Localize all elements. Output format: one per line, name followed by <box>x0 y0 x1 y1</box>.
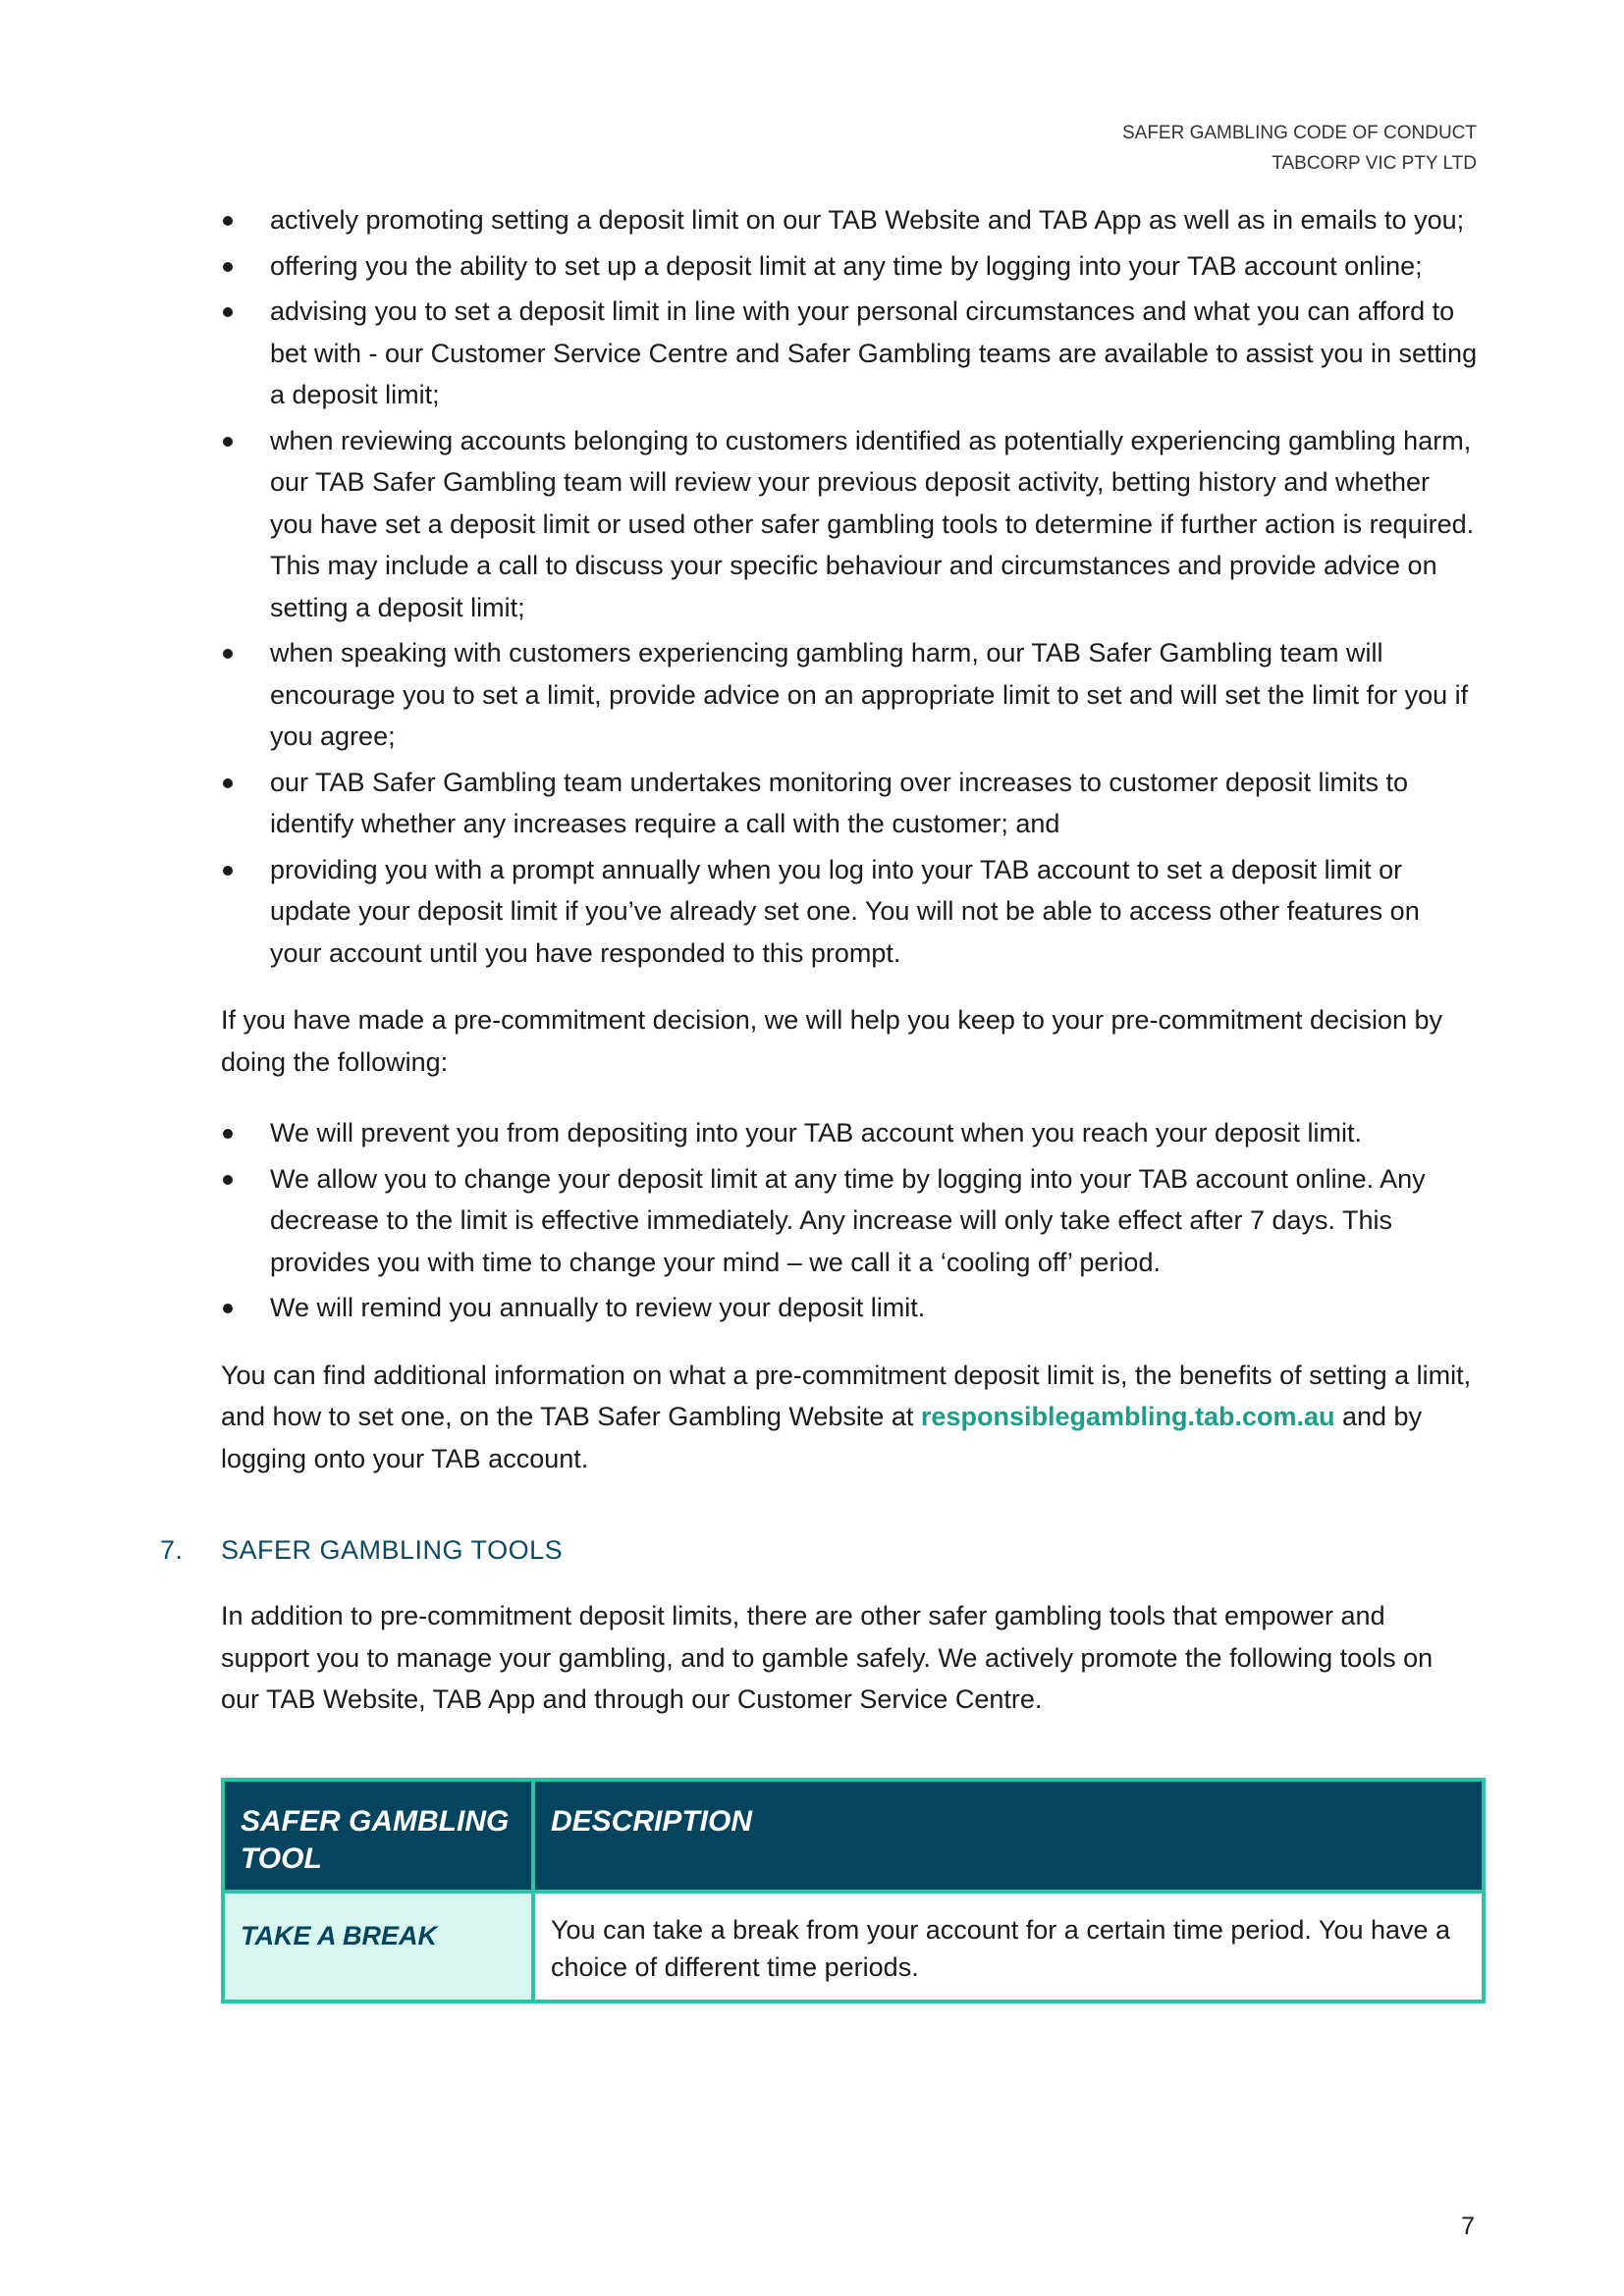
column-header-tool: SAFER GAMBLING TOOL <box>223 1780 533 1892</box>
list-item: offering you the ability to set up a deposit limit at any time by logging into your TAB account online; <box>221 245 1478 288</box>
tool-name-cell: TAKE A BREAK <box>223 1892 533 2002</box>
precommitment-list <box>221 1112 1478 1329</box>
tool-description-cell: You can take a break from your account for a certain time period. You have a choice of different time periods. <box>533 1892 1484 2002</box>
list-item: We will prevent you from depositing into your TAB account when you reach your deposit limit. <box>221 1112 1478 1154</box>
section-intro-paragraph: In addition to pre-commitment deposit limits, there are other safer gambling tools that empower and support you to manage your gambling, and to gamble safely. We actively promote the following tools on our TAB Website, TAB App and through our Customer Service Centre. <box>221 1601 1434 1714</box>
list-item: when speaking with customers experiencing gambling harm, our TAB Safer Gambling team will encourage you to set a limit, provide advice on an appropriate limit to set and will set the limit for you if you agree; <box>221 632 1478 758</box>
header-company: TABCORP VIC PTY LTD <box>1272 153 1477 174</box>
header-title: SAFER GAMBLING CODE OF CONDUCT <box>1121 123 1477 143</box>
safer-gambling-tools-table <box>221 1778 1486 2003</box>
list-item: when reviewing accounts belonging to customers identified as potentially experiencing gambling harm, our TAB Safer Gambling team will review your previous deposit activity, betting history and whether you have set a deposit limit or used other safer gambling tools to determine if further action is required. This may include a call to discuss your specific behaviour and circumstances and provide advice on setting a deposit limit; <box>221 420 1478 629</box>
section-heading <box>160 1530 1478 1570</box>
section-title: SAFER GAMBLING TOOLS <box>221 1535 564 1565</box>
list-item: our TAB Safer Gambling team undertakes monitoring over increases to customer deposit limits to identify whether any increases require a call with the customer; and <box>221 762 1478 845</box>
info-text-after: and by logging onto your TAB account. <box>221 1402 1423 1473</box>
list-item: We will remind you annually to review your deposit limit. <box>221 1287 1478 1329</box>
precommitment-paragraph: If you have made a pre-commitment decision, we will help you keep to your pre-commitment decision by doing the following: <box>221 1005 1443 1077</box>
responsible-gambling-link[interactable]: responsiblegambling.tab.com.au <box>920 1402 1335 1431</box>
section-number: 7. <box>160 1535 184 1565</box>
page-header <box>1122 118 1477 179</box>
info-text-before: You can find additional information on what a pre-commitment deposit limit is, the benefits of setting a limit, and how to set one, on the TAB Safer Gambling Website at <box>221 1360 1472 1431</box>
list-item: We allow you to change your deposit limit at any time by logging into your TAB account online. Any decrease to the limit is effective immediately. Any increase will only take effect after 7 days. This provides you with time to change your mind – we call it a ‘cooling off’ period. <box>221 1158 1478 1284</box>
list-item: providing you with a prompt annually when you log into your TAB account to set a deposit limit or update your deposit limit if you’ve already set one. You will not be able to access other features on your account until you have responded to this prompt. <box>221 849 1478 975</box>
deposit-limit-measures-list <box>221 199 1478 974</box>
additional-info-paragraph <box>221 1355 1478 1480</box>
main-content <box>160 199 1478 2003</box>
table-row <box>223 1892 1484 2002</box>
list-item: actively promoting setting a deposit limit on our TAB Website and TAB App as well as in emails to you; <box>221 199 1478 241</box>
list-item: advising you to set a deposit limit in line with your personal circumstances and what you can afford to bet with - our Customer Service Centre and Safer Gambling teams are available to assist you in setting a deposit limit; <box>221 291 1478 416</box>
page-number: 7 <box>1461 2213 1475 2240</box>
table-header-row <box>223 1780 1484 1892</box>
column-header-description: DESCRIPTION <box>533 1780 1484 1892</box>
